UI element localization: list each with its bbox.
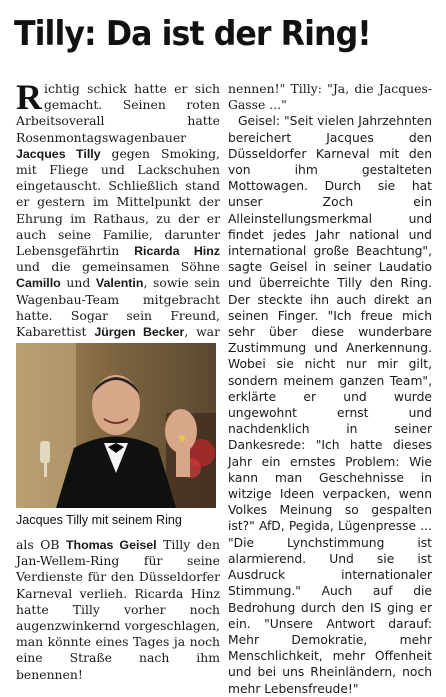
drop-cap: R xyxy=(16,77,42,117)
article-column-left-lower xyxy=(16,537,220,683)
text-run: ichtig schick hatte er sich gemacht. Seinen roten Arbeitsoverall hatte Rosenmontagswagenbauer xyxy=(16,81,220,145)
photo-caption: Jacques Tilly mit seinem Ring xyxy=(16,513,182,527)
name-valentin: Valentin xyxy=(95,276,144,291)
name-camillo: Camillo xyxy=(16,276,61,291)
name-ricarda-hinz: Ricarda Hinz xyxy=(134,244,220,259)
name-juergen-becker: Jürgen Becker xyxy=(94,325,185,340)
text-run: gegen Smoking, mit Fliege und Lackschuhen eingetauscht. Schließlich stand er gestern im Mittelpunkt der Ehrung im Rathaus, zu der er auch seine Familie, darunter Lebensgefährtin xyxy=(16,145,220,259)
article-column-right xyxy=(228,81,432,697)
article-column-left xyxy=(16,77,220,356)
paragraph-laudatio: Geisel: "Seit vielen Jahrzehnten bereichert Jacques den Düsseldorfer Karneval mit den von ihm gestalteten Mottowagen. Durch sie hat unser Zoch ein Alleinstellungsmerkmal und findet jedes Jahr national und international große Beachtung", sagte Geisel in seiner Laudatio und überreichte Tilly den Ring. Der steckte ihn auch direkt an seinen Finger. "Ich freue mich sehr über diese wunderbare Zustimmung und Anerkennung. Wobei sie nicht nur mir gilt, sondern meinem ganzen Team", erklärte er und wurde ungewohnt ernst und nachdenklich in seiner Dankesrede: "Ich hatte dieses Jahr ein ernstes Problem: Wie kann man Geschehnisse in witzige Ideen verpacken, wenn Volkes Meinung so gespalten ist?" AfD, Pegida, Lügenpresse ... "Die Lynchstimmung ist alarmierend. Und sie ist Ausdruck internationaler Stimmung." Auch auf die Bedrohung durch den IS ging er ein. "Unsere Antwort darauf: Mehr Demokratie, mehr Menschlichkeit, mehr Offenheit und bei uns Rheinländern, noch mehr Lebensfreude!" xyxy=(228,114,432,696)
name-jacques-tilly: Jacques Tilly xyxy=(16,146,101,161)
text-run: und die gemeinsamen Söhne xyxy=(16,259,220,275)
paragraph-quote-gasse: nennen!" Tilly: "Ja, die Jacques-Gasse ..." xyxy=(228,81,432,113)
text-run: , sowie sein Wagenbau-Team mitgebracht hatte. Sogar sein Freund, Kabarettist xyxy=(16,275,220,340)
name-thomas-geisel: Thomas Geisel xyxy=(65,538,157,552)
paragraph-award xyxy=(16,537,220,683)
text-run: Tilly den Jan-Wellem-Ring für seine Verdienste für den Düsseldorfer Karneval verlieh. Ricarda Hinz hatte Tilly vorher noch augenzwinkernd vorgeschlagen, man könnte eines Tages ja noch eine Straße nach ihm benennen! xyxy=(16,537,220,682)
text-run: als OB xyxy=(16,537,66,552)
text-run: , war xyxy=(184,324,220,340)
photo-illustration xyxy=(16,343,216,508)
headline: Tilly: Da ist der Ring! xyxy=(14,14,371,54)
photo-jacques-tilly xyxy=(16,343,216,508)
text-run: und xyxy=(60,275,96,291)
paragraph-intro xyxy=(16,77,220,356)
